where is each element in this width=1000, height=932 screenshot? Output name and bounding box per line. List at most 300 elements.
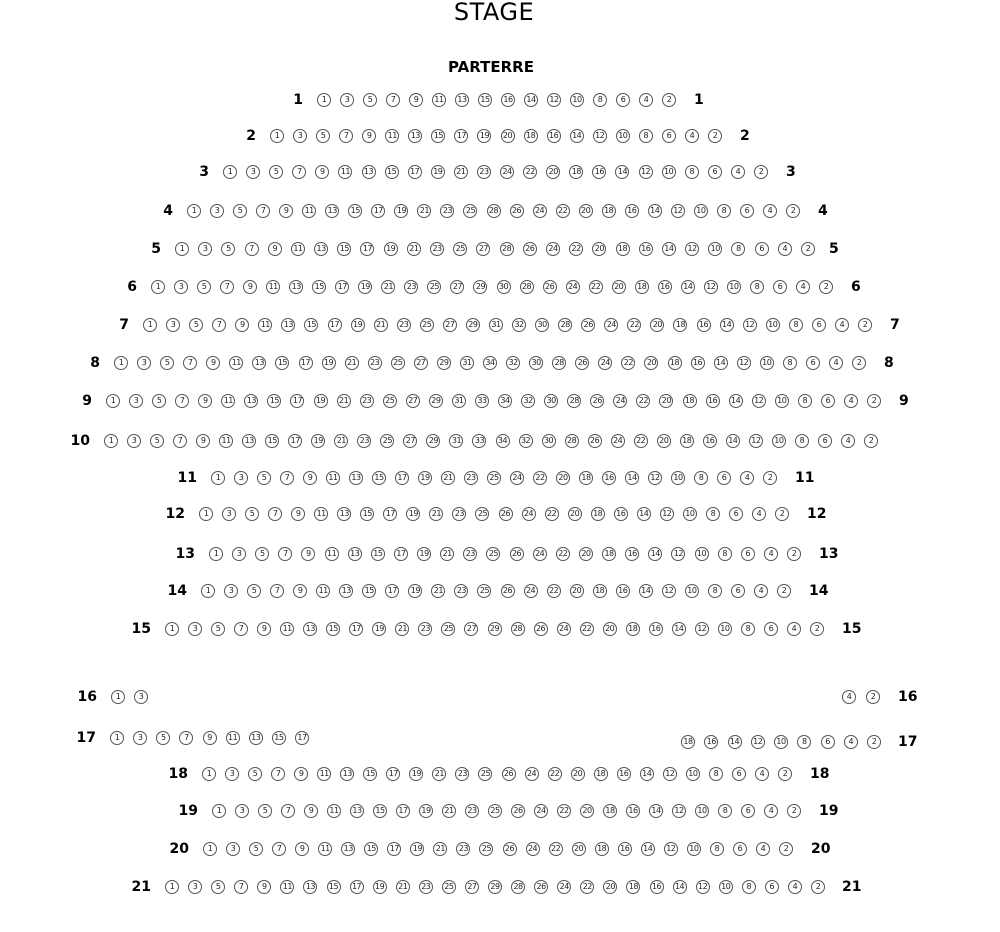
seat[interactable]: 23 bbox=[455, 767, 469, 781]
seat[interactable]: 22 bbox=[556, 547, 570, 561]
seat[interactable]: 3 bbox=[234, 471, 248, 485]
seat[interactable]: 13 bbox=[281, 318, 295, 332]
seat[interactable]: 14 bbox=[570, 129, 584, 143]
seat[interactable]: 16 bbox=[704, 735, 718, 749]
seat[interactable]: 32 bbox=[506, 356, 520, 370]
seat[interactable]: 26 bbox=[588, 434, 602, 448]
seat[interactable]: 23 bbox=[463, 547, 477, 561]
seat[interactable]: 1 bbox=[165, 622, 179, 636]
seat[interactable]: 3 bbox=[210, 204, 224, 218]
seat[interactable]: 14 bbox=[637, 507, 651, 521]
seat[interactable]: 8 bbox=[709, 767, 723, 781]
seat[interactable]: 9 bbox=[235, 318, 249, 332]
seat[interactable]: 10 bbox=[727, 280, 741, 294]
seat[interactable]: 3 bbox=[166, 318, 180, 332]
seat[interactable]: 9 bbox=[203, 731, 217, 745]
seat[interactable]: 18 bbox=[593, 584, 607, 598]
seat[interactable]: 8 bbox=[710, 842, 724, 856]
seat[interactable]: 13 bbox=[455, 93, 469, 107]
seat[interactable]: 2 bbox=[778, 767, 792, 781]
seat[interactable]: 8 bbox=[731, 242, 745, 256]
seat[interactable]: 26 bbox=[534, 880, 548, 894]
seat[interactable]: 7 bbox=[271, 767, 285, 781]
seat[interactable]: 9 bbox=[304, 804, 318, 818]
seat[interactable]: 11 bbox=[385, 129, 399, 143]
seat[interactable]: 28 bbox=[552, 356, 566, 370]
seat[interactable]: 14 bbox=[681, 280, 695, 294]
seat[interactable]: 3 bbox=[188, 622, 202, 636]
seat[interactable]: 22 bbox=[523, 165, 537, 179]
seat[interactable]: 3 bbox=[225, 767, 239, 781]
seat[interactable]: 13 bbox=[350, 804, 364, 818]
seat[interactable]: 22 bbox=[569, 242, 583, 256]
seat[interactable]: 17 bbox=[299, 356, 313, 370]
seat[interactable]: 4 bbox=[740, 471, 754, 485]
seat[interactable]: 7 bbox=[212, 318, 226, 332]
seat[interactable]: 8 bbox=[783, 356, 797, 370]
seat[interactable]: 17 bbox=[408, 165, 422, 179]
seat[interactable]: 22 bbox=[580, 622, 594, 636]
seat[interactable]: 21 bbox=[374, 318, 388, 332]
seat[interactable]: 13 bbox=[303, 880, 317, 894]
seat[interactable]: 24 bbox=[557, 880, 571, 894]
seat[interactable]: 23 bbox=[368, 356, 382, 370]
seat[interactable]: 24 bbox=[557, 622, 571, 636]
seat[interactable]: 9 bbox=[294, 767, 308, 781]
seat[interactable]: 18 bbox=[594, 767, 608, 781]
seat[interactable]: 10 bbox=[685, 584, 699, 598]
seat[interactable]: 2 bbox=[754, 165, 768, 179]
seat[interactable]: 16 bbox=[625, 204, 639, 218]
seat[interactable]: 30 bbox=[535, 318, 549, 332]
seat[interactable]: 19 bbox=[373, 880, 387, 894]
seat[interactable]: 12 bbox=[743, 318, 757, 332]
seat[interactable]: 16 bbox=[649, 622, 663, 636]
seat[interactable]: 6 bbox=[616, 93, 630, 107]
seat[interactable]: 31 bbox=[452, 394, 466, 408]
seat[interactable]: 20 bbox=[592, 242, 606, 256]
seat[interactable]: 17 bbox=[349, 622, 363, 636]
seat[interactable]: 4 bbox=[752, 507, 766, 521]
seat[interactable]: 24 bbox=[534, 804, 548, 818]
seat[interactable]: 9 bbox=[257, 880, 271, 894]
seat[interactable]: 1 bbox=[104, 434, 118, 448]
seat[interactable]: 2 bbox=[858, 318, 872, 332]
seat[interactable]: 11 bbox=[325, 547, 339, 561]
seat[interactable]: 6 bbox=[732, 767, 746, 781]
seat[interactable]: 6 bbox=[741, 547, 755, 561]
seat[interactable]: 19 bbox=[406, 507, 420, 521]
seat[interactable]: 34 bbox=[496, 434, 510, 448]
seat[interactable]: 24 bbox=[533, 547, 547, 561]
seat[interactable]: 5 bbox=[245, 507, 259, 521]
seat[interactable]: 14 bbox=[673, 880, 687, 894]
seat[interactable]: 26 bbox=[503, 842, 517, 856]
seat[interactable]: 28 bbox=[567, 394, 581, 408]
seat[interactable]: 19 bbox=[409, 767, 423, 781]
seat[interactable]: 6 bbox=[818, 434, 832, 448]
seat[interactable]: 20 bbox=[572, 842, 586, 856]
seat[interactable]: 7 bbox=[281, 804, 295, 818]
seat[interactable]: 25 bbox=[478, 767, 492, 781]
seat[interactable]: 1 bbox=[201, 584, 215, 598]
seat[interactable]: 22 bbox=[636, 394, 650, 408]
seat[interactable]: 2 bbox=[763, 471, 777, 485]
seat[interactable]: 14 bbox=[640, 767, 654, 781]
seat[interactable]: 15 bbox=[364, 842, 378, 856]
seat[interactable]: 13 bbox=[249, 731, 263, 745]
seat[interactable]: 12 bbox=[639, 165, 653, 179]
seat[interactable]: 21 bbox=[334, 434, 348, 448]
seat[interactable]: 18 bbox=[591, 507, 605, 521]
seat[interactable]: 22 bbox=[548, 767, 562, 781]
seat[interactable]: 17 bbox=[328, 318, 342, 332]
seat[interactable]: 19 bbox=[431, 165, 445, 179]
seat[interactable]: 27 bbox=[450, 280, 464, 294]
seat[interactable]: 7 bbox=[278, 547, 292, 561]
seat[interactable]: 23 bbox=[419, 880, 433, 894]
seat[interactable]: 9 bbox=[291, 507, 305, 521]
seat[interactable]: 8 bbox=[718, 547, 732, 561]
seat[interactable]: 21 bbox=[441, 471, 455, 485]
seat[interactable]: 9 bbox=[362, 129, 376, 143]
seat[interactable]: 10 bbox=[772, 434, 786, 448]
seat[interactable]: 29 bbox=[426, 434, 440, 448]
seat[interactable]: 7 bbox=[280, 471, 294, 485]
seat[interactable]: 23 bbox=[430, 242, 444, 256]
seat[interactable]: 16 bbox=[625, 547, 639, 561]
seat[interactable]: 15 bbox=[326, 622, 340, 636]
seat[interactable]: 17 bbox=[395, 471, 409, 485]
seat[interactable]: 1 bbox=[203, 842, 217, 856]
seat[interactable]: 28 bbox=[558, 318, 572, 332]
seat[interactable]: 24 bbox=[566, 280, 580, 294]
seat[interactable]: 18 bbox=[602, 204, 616, 218]
seat[interactable]: 14 bbox=[615, 165, 629, 179]
seat[interactable]: 7 bbox=[256, 204, 270, 218]
seat[interactable]: 6 bbox=[733, 842, 747, 856]
seat[interactable]: 22 bbox=[545, 507, 559, 521]
seat[interactable]: 11 bbox=[280, 622, 294, 636]
seat[interactable]: 8 bbox=[789, 318, 803, 332]
seat[interactable]: 20 bbox=[571, 767, 585, 781]
seat[interactable]: 17 bbox=[454, 129, 468, 143]
seat[interactable]: 24 bbox=[524, 584, 538, 598]
seat[interactable]: 28 bbox=[500, 242, 514, 256]
seat[interactable]: 32 bbox=[521, 394, 535, 408]
seat[interactable]: 13 bbox=[244, 394, 258, 408]
seat[interactable]: 20 bbox=[659, 394, 673, 408]
seat[interactable]: 28 bbox=[511, 622, 525, 636]
seat[interactable]: 17 bbox=[295, 731, 309, 745]
seat[interactable]: 23 bbox=[454, 584, 468, 598]
seat[interactable]: 16 bbox=[697, 318, 711, 332]
seat[interactable]: 11 bbox=[219, 434, 233, 448]
seat[interactable]: 4 bbox=[841, 434, 855, 448]
seat[interactable]: 11 bbox=[338, 165, 352, 179]
seat[interactable]: 14 bbox=[641, 842, 655, 856]
seat[interactable]: 27 bbox=[465, 880, 479, 894]
seat[interactable]: 8 bbox=[795, 434, 809, 448]
seat[interactable]: 9 bbox=[409, 93, 423, 107]
seat[interactable]: 14 bbox=[714, 356, 728, 370]
seat[interactable]: 18 bbox=[680, 434, 694, 448]
seat[interactable]: 2 bbox=[662, 93, 676, 107]
seat[interactable]: 26 bbox=[499, 507, 513, 521]
seat[interactable]: 1 bbox=[211, 471, 225, 485]
seat[interactable]: 13 bbox=[362, 165, 376, 179]
seat[interactable]: 25 bbox=[475, 507, 489, 521]
seat[interactable]: 10 bbox=[718, 622, 732, 636]
seat[interactable]: 13 bbox=[303, 622, 317, 636]
seat[interactable]: 25 bbox=[391, 356, 405, 370]
seat[interactable]: 4 bbox=[778, 242, 792, 256]
seat[interactable]: 14 bbox=[729, 394, 743, 408]
seat[interactable]: 16 bbox=[618, 842, 632, 856]
seat[interactable]: 26 bbox=[590, 394, 604, 408]
seat[interactable]: 1 bbox=[209, 547, 223, 561]
seat[interactable]: 6 bbox=[717, 471, 731, 485]
seat[interactable]: 7 bbox=[339, 129, 353, 143]
seat[interactable]: 16 bbox=[501, 93, 515, 107]
seat[interactable]: 14 bbox=[720, 318, 734, 332]
seat[interactable]: 4 bbox=[755, 767, 769, 781]
seat[interactable]: 5 bbox=[211, 622, 225, 636]
seat[interactable]: 19 bbox=[477, 129, 491, 143]
seat[interactable]: 15 bbox=[327, 880, 341, 894]
seat[interactable]: 15 bbox=[362, 584, 376, 598]
seat[interactable]: 19 bbox=[384, 242, 398, 256]
seat[interactable]: 17 bbox=[386, 767, 400, 781]
seat[interactable]: 3 bbox=[340, 93, 354, 107]
seat[interactable]: 26 bbox=[510, 204, 524, 218]
seat[interactable]: 3 bbox=[222, 507, 236, 521]
seat[interactable]: 11 bbox=[326, 471, 340, 485]
seat[interactable]: 12 bbox=[663, 767, 677, 781]
seat[interactable]: 13 bbox=[314, 242, 328, 256]
seat[interactable]: 29 bbox=[466, 318, 480, 332]
seat[interactable]: 31 bbox=[489, 318, 503, 332]
seat[interactable]: 23 bbox=[397, 318, 411, 332]
seat[interactable]: 12 bbox=[685, 242, 699, 256]
seat[interactable]: 2 bbox=[775, 507, 789, 521]
seat[interactable]: 24 bbox=[546, 242, 560, 256]
seat[interactable]: 19 bbox=[419, 804, 433, 818]
seat[interactable]: 23 bbox=[360, 394, 374, 408]
seat[interactable]: 3 bbox=[134, 690, 148, 704]
seat[interactable]: 1 bbox=[106, 394, 120, 408]
seat[interactable]: 8 bbox=[706, 507, 720, 521]
seat[interactable]: 32 bbox=[519, 434, 533, 448]
seat[interactable]: 19 bbox=[417, 547, 431, 561]
seat[interactable]: 21 bbox=[395, 622, 409, 636]
seat[interactable]: 24 bbox=[613, 394, 627, 408]
seat[interactable]: 28 bbox=[565, 434, 579, 448]
seat[interactable]: 1 bbox=[223, 165, 237, 179]
seat[interactable]: 1 bbox=[212, 804, 226, 818]
seat[interactable]: 8 bbox=[798, 394, 812, 408]
seat[interactable]: 10 bbox=[708, 242, 722, 256]
seat[interactable]: 29 bbox=[488, 880, 502, 894]
seat[interactable]: 8 bbox=[741, 622, 755, 636]
seat[interactable]: 18 bbox=[569, 165, 583, 179]
seat[interactable]: 13 bbox=[339, 584, 353, 598]
seat[interactable]: 17 bbox=[385, 584, 399, 598]
seat[interactable]: 12 bbox=[704, 280, 718, 294]
seat[interactable]: 23 bbox=[452, 507, 466, 521]
seat[interactable]: 18 bbox=[683, 394, 697, 408]
seat[interactable]: 8 bbox=[717, 204, 731, 218]
seat[interactable]: 6 bbox=[662, 129, 676, 143]
seat[interactable]: 9 bbox=[243, 280, 257, 294]
seat[interactable]: 2 bbox=[777, 584, 791, 598]
seat[interactable]: 17 bbox=[394, 547, 408, 561]
seat[interactable]: 18 bbox=[635, 280, 649, 294]
seat[interactable]: 23 bbox=[477, 165, 491, 179]
seat[interactable]: 5 bbox=[160, 356, 174, 370]
seat[interactable]: 29 bbox=[488, 622, 502, 636]
seat[interactable]: 20 bbox=[612, 280, 626, 294]
seat[interactable]: 13 bbox=[340, 767, 354, 781]
seat[interactable]: 15 bbox=[478, 93, 492, 107]
seat[interactable]: 26 bbox=[575, 356, 589, 370]
seat[interactable]: 6 bbox=[821, 735, 835, 749]
seat[interactable]: 13 bbox=[242, 434, 256, 448]
seat[interactable]: 10 bbox=[570, 93, 584, 107]
seat[interactable]: 10 bbox=[695, 804, 709, 818]
seat[interactable]: 6 bbox=[740, 204, 754, 218]
seat[interactable]: 8 bbox=[685, 165, 699, 179]
seat[interactable]: 21 bbox=[440, 547, 454, 561]
seat[interactable]: 15 bbox=[337, 242, 351, 256]
seat[interactable]: 18 bbox=[524, 129, 538, 143]
seat[interactable]: 16 bbox=[617, 767, 631, 781]
seat[interactable]: 26 bbox=[523, 242, 537, 256]
seat[interactable]: 4 bbox=[787, 622, 801, 636]
seat[interactable]: 22 bbox=[533, 471, 547, 485]
seat[interactable]: 12 bbox=[671, 547, 685, 561]
seat[interactable]: 4 bbox=[731, 165, 745, 179]
seat[interactable]: 23 bbox=[418, 622, 432, 636]
seat[interactable]: 3 bbox=[293, 129, 307, 143]
seat[interactable]: 18 bbox=[668, 356, 682, 370]
seat[interactable]: 8 bbox=[797, 735, 811, 749]
seat[interactable]: 3 bbox=[226, 842, 240, 856]
seat[interactable]: 11 bbox=[221, 394, 235, 408]
seat[interactable]: 15 bbox=[275, 356, 289, 370]
seat[interactable]: 22 bbox=[557, 804, 571, 818]
seat[interactable]: 6 bbox=[708, 165, 722, 179]
seat[interactable]: 13 bbox=[408, 129, 422, 143]
seat[interactable]: 10 bbox=[662, 165, 676, 179]
seat[interactable]: 12 bbox=[695, 622, 709, 636]
seat[interactable]: 6 bbox=[765, 880, 779, 894]
seat[interactable]: 24 bbox=[500, 165, 514, 179]
seat[interactable]: 11 bbox=[432, 93, 446, 107]
seat[interactable]: 3 bbox=[174, 280, 188, 294]
seat[interactable]: 10 bbox=[760, 356, 774, 370]
seat[interactable]: 21 bbox=[407, 242, 421, 256]
seat[interactable]: 12 bbox=[593, 129, 607, 143]
seat[interactable]: 21 bbox=[381, 280, 395, 294]
seat[interactable]: 9 bbox=[293, 584, 307, 598]
seat[interactable]: 10 bbox=[686, 767, 700, 781]
seat[interactable]: 5 bbox=[257, 471, 271, 485]
seat[interactable]: 16 bbox=[703, 434, 717, 448]
seat[interactable]: 2 bbox=[779, 842, 793, 856]
seat[interactable]: 17 bbox=[290, 394, 304, 408]
seat[interactable]: 25 bbox=[463, 204, 477, 218]
seat[interactable]: 4 bbox=[685, 129, 699, 143]
seat[interactable]: 13 bbox=[348, 547, 362, 561]
seat[interactable]: 17 bbox=[383, 507, 397, 521]
seat[interactable]: 13 bbox=[289, 280, 303, 294]
seat[interactable]: 7 bbox=[245, 242, 259, 256]
seat[interactable]: 14 bbox=[649, 804, 663, 818]
seat[interactable]: 4 bbox=[842, 690, 856, 704]
seat[interactable]: 11 bbox=[229, 356, 243, 370]
seat[interactable]: 14 bbox=[625, 471, 639, 485]
seat[interactable]: 16 bbox=[650, 880, 664, 894]
seat[interactable]: 15 bbox=[312, 280, 326, 294]
seat[interactable]: 26 bbox=[502, 767, 516, 781]
seat[interactable]: 1 bbox=[111, 690, 125, 704]
seat[interactable]: 9 bbox=[315, 165, 329, 179]
seat[interactable]: 15 bbox=[348, 204, 362, 218]
seat[interactable]: 12 bbox=[672, 804, 686, 818]
seat[interactable]: 20 bbox=[650, 318, 664, 332]
seat[interactable]: 15 bbox=[265, 434, 279, 448]
seat[interactable]: 23 bbox=[404, 280, 418, 294]
seat[interactable]: 2 bbox=[867, 735, 881, 749]
seat[interactable]: 15 bbox=[360, 507, 374, 521]
seat[interactable]: 25 bbox=[487, 471, 501, 485]
seat[interactable]: 22 bbox=[547, 584, 561, 598]
seat[interactable]: 1 bbox=[151, 280, 165, 294]
seat[interactable]: 11 bbox=[266, 280, 280, 294]
seat[interactable]: 11 bbox=[318, 842, 332, 856]
seat[interactable]: 3 bbox=[137, 356, 151, 370]
seat[interactable]: 5 bbox=[152, 394, 166, 408]
seat[interactable]: 27 bbox=[406, 394, 420, 408]
seat[interactable]: 6 bbox=[812, 318, 826, 332]
seat[interactable]: 16 bbox=[691, 356, 705, 370]
seat[interactable]: 12 bbox=[696, 880, 710, 894]
seat[interactable]: 15 bbox=[431, 129, 445, 143]
seat[interactable]: 18 bbox=[602, 547, 616, 561]
seat[interactable]: 18 bbox=[626, 880, 640, 894]
seat[interactable]: 10 bbox=[774, 735, 788, 749]
seat[interactable]: 25 bbox=[442, 880, 456, 894]
seat[interactable]: 2 bbox=[866, 690, 880, 704]
seat[interactable]: 21 bbox=[433, 842, 447, 856]
seat[interactable]: 10 bbox=[719, 880, 733, 894]
seat[interactable]: 1 bbox=[114, 356, 128, 370]
seat[interactable]: 19 bbox=[410, 842, 424, 856]
seat[interactable]: 13 bbox=[252, 356, 266, 370]
seat[interactable]: 10 bbox=[687, 842, 701, 856]
seat[interactable]: 15 bbox=[267, 394, 281, 408]
seat[interactable]: 2 bbox=[708, 129, 722, 143]
seat[interactable]: 23 bbox=[357, 434, 371, 448]
seat[interactable]: 16 bbox=[602, 471, 616, 485]
seat[interactable]: 4 bbox=[844, 394, 858, 408]
seat[interactable]: 12 bbox=[648, 471, 662, 485]
seat[interactable]: 20 bbox=[546, 165, 560, 179]
seat[interactable]: 29 bbox=[473, 280, 487, 294]
seat[interactable]: 11 bbox=[280, 880, 294, 894]
seat[interactable]: 6 bbox=[729, 507, 743, 521]
